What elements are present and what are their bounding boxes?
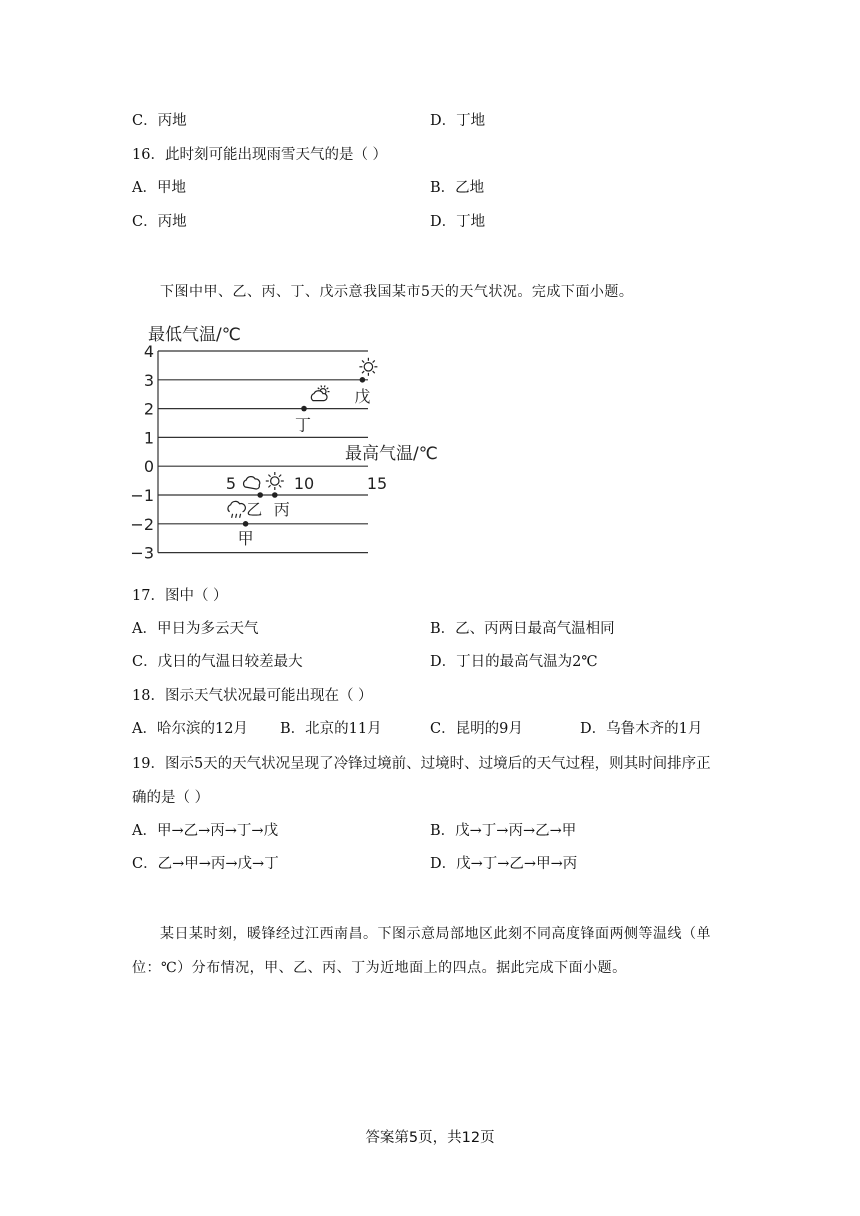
option-c: C．乙→甲→丙→戊→丁 (132, 856, 279, 872)
point-label: 乙 (246, 500, 263, 519)
option-d: D．乌鲁木齐的1月 (580, 721, 703, 737)
data-point (257, 492, 263, 498)
option-b: B．乙地 (430, 180, 485, 196)
option-d: D．戊→丁→乙→甲→丙 (430, 856, 578, 872)
option-a: A．甲→乙→丙→丁→戊 (132, 823, 279, 839)
data-point (272, 492, 278, 498)
y-tick-label: −2 (130, 514, 154, 534)
option-b: B．北京的11月 (280, 721, 382, 737)
option-c: C．丙地 (132, 113, 187, 129)
grid-lines (158, 351, 371, 553)
option-b: B．戊→丁→丙→乙→甲 (430, 823, 577, 839)
page-footer: 答案第5页，共12页 (365, 1130, 495, 1146)
question-18-stem: 18．图示天气状况最可能出现在（ ） (132, 688, 373, 704)
option-d: D．丁地 (430, 113, 486, 129)
y-tick-label: −3 (130, 543, 154, 563)
passage-intro: 下图中甲、乙、丙、丁、戊示意我国某市5天的天气状况。完成下面小题。 (160, 284, 634, 300)
data-point (243, 521, 249, 527)
x-tick-label: 15 (366, 474, 388, 494)
y-tick-label: −1 (130, 486, 154, 505)
option-c: C．戊日的气温日较差最大 (132, 654, 303, 670)
question-17-stem: 17．图中（ ） (132, 588, 228, 604)
option-a: A．哈尔滨的12月 (132, 721, 248, 737)
option-d: D．丁地 (430, 214, 486, 230)
y-tick-label: 2 (143, 399, 154, 419)
data-point (360, 377, 366, 383)
point-label: 丁 (294, 415, 312, 435)
option-a: A．甲日为多云天气 (132, 621, 259, 637)
y-tick-labels (130, 342, 154, 563)
sunny-icon (359, 358, 377, 376)
data-point (301, 406, 307, 412)
y-tick-label: 4 (143, 342, 154, 361)
question-16-stem: 16．此时刻可能出现雨雪天气的是（ ） (132, 147, 388, 163)
weather-temperature-chart (130, 320, 458, 565)
option-d: D．丁日的最高气温为2℃ (430, 654, 598, 670)
y-axis-label: 最低气温/℃ (148, 325, 241, 345)
y-tick-label: 1 (143, 428, 154, 448)
point-label: 甲 (237, 528, 254, 548)
x-tick-label: 5 (225, 474, 237, 494)
y-tick-label: 3 (143, 370, 154, 390)
y-tick-label: 0 (143, 457, 154, 477)
question-19-stem-line2: 确的是（ ） (132, 790, 210, 806)
passage-intro-2-line2: 位：℃）分布情况，甲、乙、丙、丁为近地面上的四点。据此完成下面小题。 (132, 960, 627, 976)
passage-intro-2-line1: 某日某时刻，暖锋经过江西南昌。下图示意局部地区此刻不同高度锋面两侧等温线（单 (160, 926, 711, 942)
option-c: C．丙地 (132, 214, 187, 230)
option-b: B．乙、丙两日最高气温相同 (430, 621, 615, 637)
x-tick-label: 10 (293, 474, 315, 494)
point-label: 丙 (273, 500, 290, 519)
sunny-icon (266, 472, 284, 490)
option-c: C．昆明的9月 (430, 721, 523, 737)
partly-cloudy-icon (311, 385, 329, 400)
option-a: A．甲地 (132, 180, 186, 196)
question-19-stem-line1: 19．图示5天的天气状况呈现了冷锋过境前、过境时、过境后的天气过程，则其时间排序正 (132, 756, 711, 772)
point-label: 戊 (354, 386, 371, 406)
cloudy-icon (244, 477, 260, 489)
rain-icon (228, 501, 245, 517)
x-axis-label: 最高气温/℃ (345, 444, 438, 464)
